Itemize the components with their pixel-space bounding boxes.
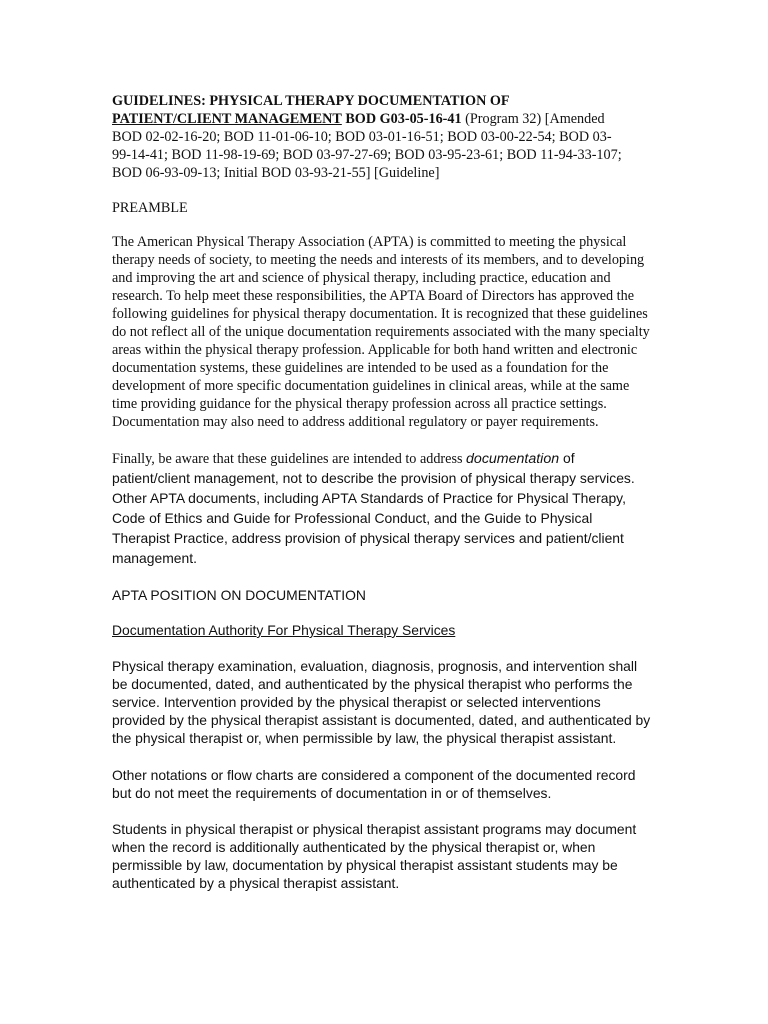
program-label: (Program 32) [Amended [465,110,605,127]
document-title [112,93,652,183]
title-line-2: PATIENT/CLIENT MANAGEMENT [112,110,342,127]
document-page [112,93,652,892]
notations-paragraph: Other notations or flow charts are considered a component of the documented record but do not meet the requirements of documentation in or of themselves. [112,766,636,801]
authority-paragraph: Physical therapy examination, evaluation, diagnosis, prognosis, and intervention shall be documented, dated, and authenticated by the physical therapist who performs the service. Intervention provided by the physical therapist or selected interventions provided by the physical therapist assistant is documented, dated, and authenticated by the physical therapist or, when permissible by law, the physical therapist assistant. [112,658,651,747]
preamble-heading: PREAMBLE [112,199,188,216]
documentation-emphasis: documentation [466,451,560,468]
students-paragraph: Students in physical therapist or physical therapist assistant programs may document when the record is additionally authenticated by the physical therapist or, when permissible by law, documentation by physical therapist assistant students may be authenticated by a physical therapist assistant. [112,820,637,891]
finally-paragraph [112,449,652,568]
amended-line-4: 99-14-41; BOD 11-98-19-69; BOD 03-97-27-69; BOD 03-95-23-61; BOD 11-94-33-107; [112,146,622,163]
finally-lead: Finally, be aware that these guidelines are intended to address [112,451,467,468]
preamble-paragraph: The American Physical Therapy Association (APTA) is committed to meeting the physical therapy needs of society, to meeting the needs and interests of its members, and to developing and improving the art and science of physical therapy, including practice, education and research. To help meet these responsibilities, the APTA Board of Directors has approved the following guidelines for physical therapy documentation. It is recognized that these guidelines do not reflect all of the unique documentation requirements associated with the many specialty areas within the physical therapy profession. Applicable for both hand written and electronic documentation systems, these guidelines are intended to be used as a foundation for the development of more specific documentation guidelines in clinical areas, while at the same time providing guidance for the physical therapy profession across all practice settings. Documentation may also need to address additional regulatory or payer requirements. [112,234,650,430]
authority-subheading: Documentation Authority For Physical Therapy Services [112,621,456,638]
bod-code: BOD G03-05-16-41 [345,110,462,127]
amended-line-3: BOD 02-02-16-20; BOD 11-01-06-10; BOD 03-01-16-51; BOD 03-00-22-54; BOD 03- [112,128,612,145]
title-line-1: GUIDELINES: PHYSICAL THERAPY DOCUMENTATION OF [112,93,510,109]
position-heading: APTA POSITION ON DOCUMENTATION [112,586,366,603]
finally-rest: of patient/client management, not to describe the provision of physical therapy services. Other APTA documents, including APTA Standards of Practice for Physical Therapy, Code of Ethics and Guide for Professional Conduct, and the Guide to Physical Therapist Practice, address provision of physical therapy services and patient/client management. [112,450,635,566]
amended-line-5: BOD 06-93-09-13; Initial BOD 03-93-21-55] [Guideline] [112,164,440,181]
